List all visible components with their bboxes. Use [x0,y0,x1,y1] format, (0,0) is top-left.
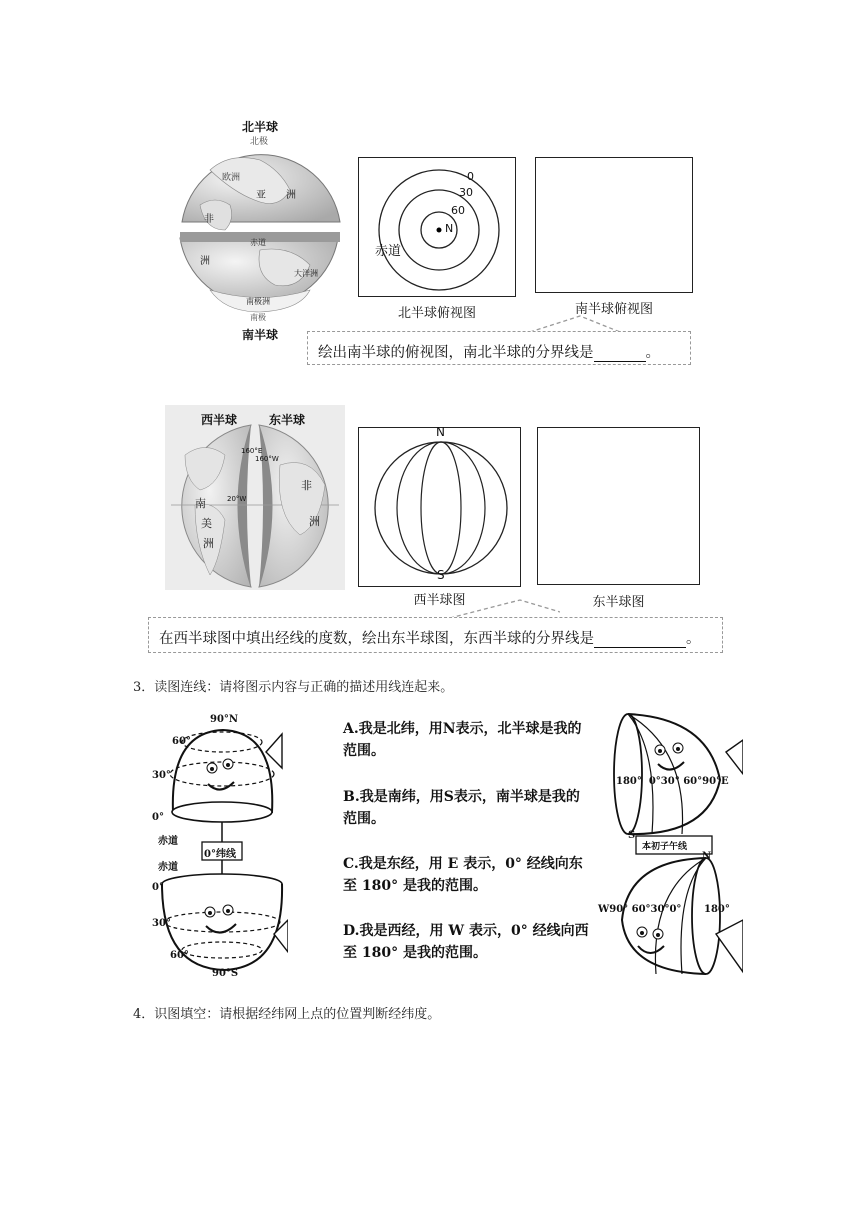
north-view-label-0: 0 [467,170,474,183]
callout-east-west-text: 在西半球图中填出经线的度数，绘出东半球图，东西半球的分界线是 [159,631,594,647]
callout-north-south [307,331,691,365]
north-view-caption: 北半球俯视图 [397,306,476,321]
africa-label-east: 非 [301,479,312,492]
lon-bottom-right-label: 180° [704,904,730,915]
latitude-figure [148,712,288,982]
north-hemisphere-view-box [358,157,516,297]
lat-label-90s: 90°S [212,968,239,979]
lat-label-30: 30° [152,770,171,781]
north-view-pole-label: N [445,222,454,235]
description-b[interactable]: B.我是南纬，用S表示，南半球是我的范围。 [343,789,580,827]
globe-label-asia-2: 洲 [286,190,296,201]
globe-label-south-pole: 南极 [250,313,266,322]
equator-label-bottom: 赤道 [158,862,178,873]
callout-east-west [148,617,723,653]
globe-label-asia: 亚 [256,190,266,201]
south-america-label-3: 洲 [203,537,214,550]
north-view-label-30: 30 [459,186,473,199]
longitude-figure [598,710,743,980]
description-d[interactable]: D.我是西经，用 W 表示，0° 经线向西至 180° 是我的范围。 [343,923,589,961]
south-view-caption: 南半球俯视图 [574,302,653,317]
description-c[interactable]: C.我是东经，用 E 表示，0° 经线向东至 180° 是我的范围。 [343,856,583,894]
east-hemisphere-title: 东半球 [269,413,306,427]
east-hemisphere-view-box[interactable] [537,427,700,585]
south-hemisphere-view-box[interactable] [535,157,693,293]
africa-label-east-2: 洲 [309,515,320,528]
lat-label-60-bottom: 60° [170,950,189,961]
north-view-label-60: 60 [451,204,465,217]
lat-label-90n: 90°N [210,714,239,725]
callout-north-south-end: 。 [645,345,660,361]
concentric-circles [359,158,517,298]
east-view-caption: 东半球图 [592,595,645,610]
north-view-equator-label: 赤道 [375,244,402,259]
description-a[interactable]: A.我是北纬，用N表示，北半球是我的范围。 [343,721,582,759]
prime-meridian-banner: 本初子午线 [642,842,688,852]
west-hemisphere-title: 西半球 [201,413,238,427]
section-east-west-hemispheres [165,405,725,610]
west-hemisphere-view-box [358,427,521,587]
west-view-n-label: N [436,425,445,439]
lon-label-160e: 160°E [241,447,263,455]
globe-label-africa: 非 [204,214,214,225]
callout-east-west-end: 。 [686,631,701,647]
globe-label-oceania: 大洋洲 [294,269,318,278]
south-america-label-2: 美 [201,517,212,530]
answer-blank-1[interactable] [594,347,646,362]
lon-s-label: S [628,830,636,841]
globe-title-north: 北半球 [242,120,279,134]
globe-title-south: 南半球 [242,328,279,342]
globe-label-europe: 欧洲 [222,173,241,183]
lat-label-0-top: 0° [152,812,164,823]
equator-label-top: 赤道 [158,836,178,847]
globe-label-africa-2: 洲 [200,256,210,267]
callout-north-south-text: 绘出南半球的俯视图，南北半球的分界线是 [318,345,594,361]
lat-label-60: 60° [172,736,191,747]
globe-label-antarctica: 南极洲 [246,297,270,306]
meridian-grid [359,428,522,588]
lat-label-30-bottom: 30° [152,918,171,929]
question-4-title: 4．识图填空：请根据经纬网上点的位置判断经纬度。 [133,1007,441,1022]
lon-label-20w: 20°W [227,495,247,503]
east-west-globe-figure [165,405,345,590]
lon-top-labels: 180° 0°30° 60°90°E [616,776,729,787]
lon-bottom-left-labels: W90° 60°30°0° [598,904,682,915]
lon-n-label: N [702,851,712,862]
south-america-label-1: 南 [195,497,206,510]
lat-label-0-bottom: 0° [152,882,164,893]
answer-blank-2[interactable] [594,633,686,648]
question-3-title: 3．读图连线：请将图示内容与正确的描述用线连起来。 [133,680,454,695]
globe-label-equator: 赤道 [250,238,266,247]
lat-zero-line-label: 0°纬线 [204,849,236,860]
west-view-s-label: S [437,568,445,582]
globe-label-north-pole: 北极 [250,137,269,147]
west-view-caption: 西半球图 [413,593,466,608]
lon-label-160w: 160°W [255,455,279,463]
